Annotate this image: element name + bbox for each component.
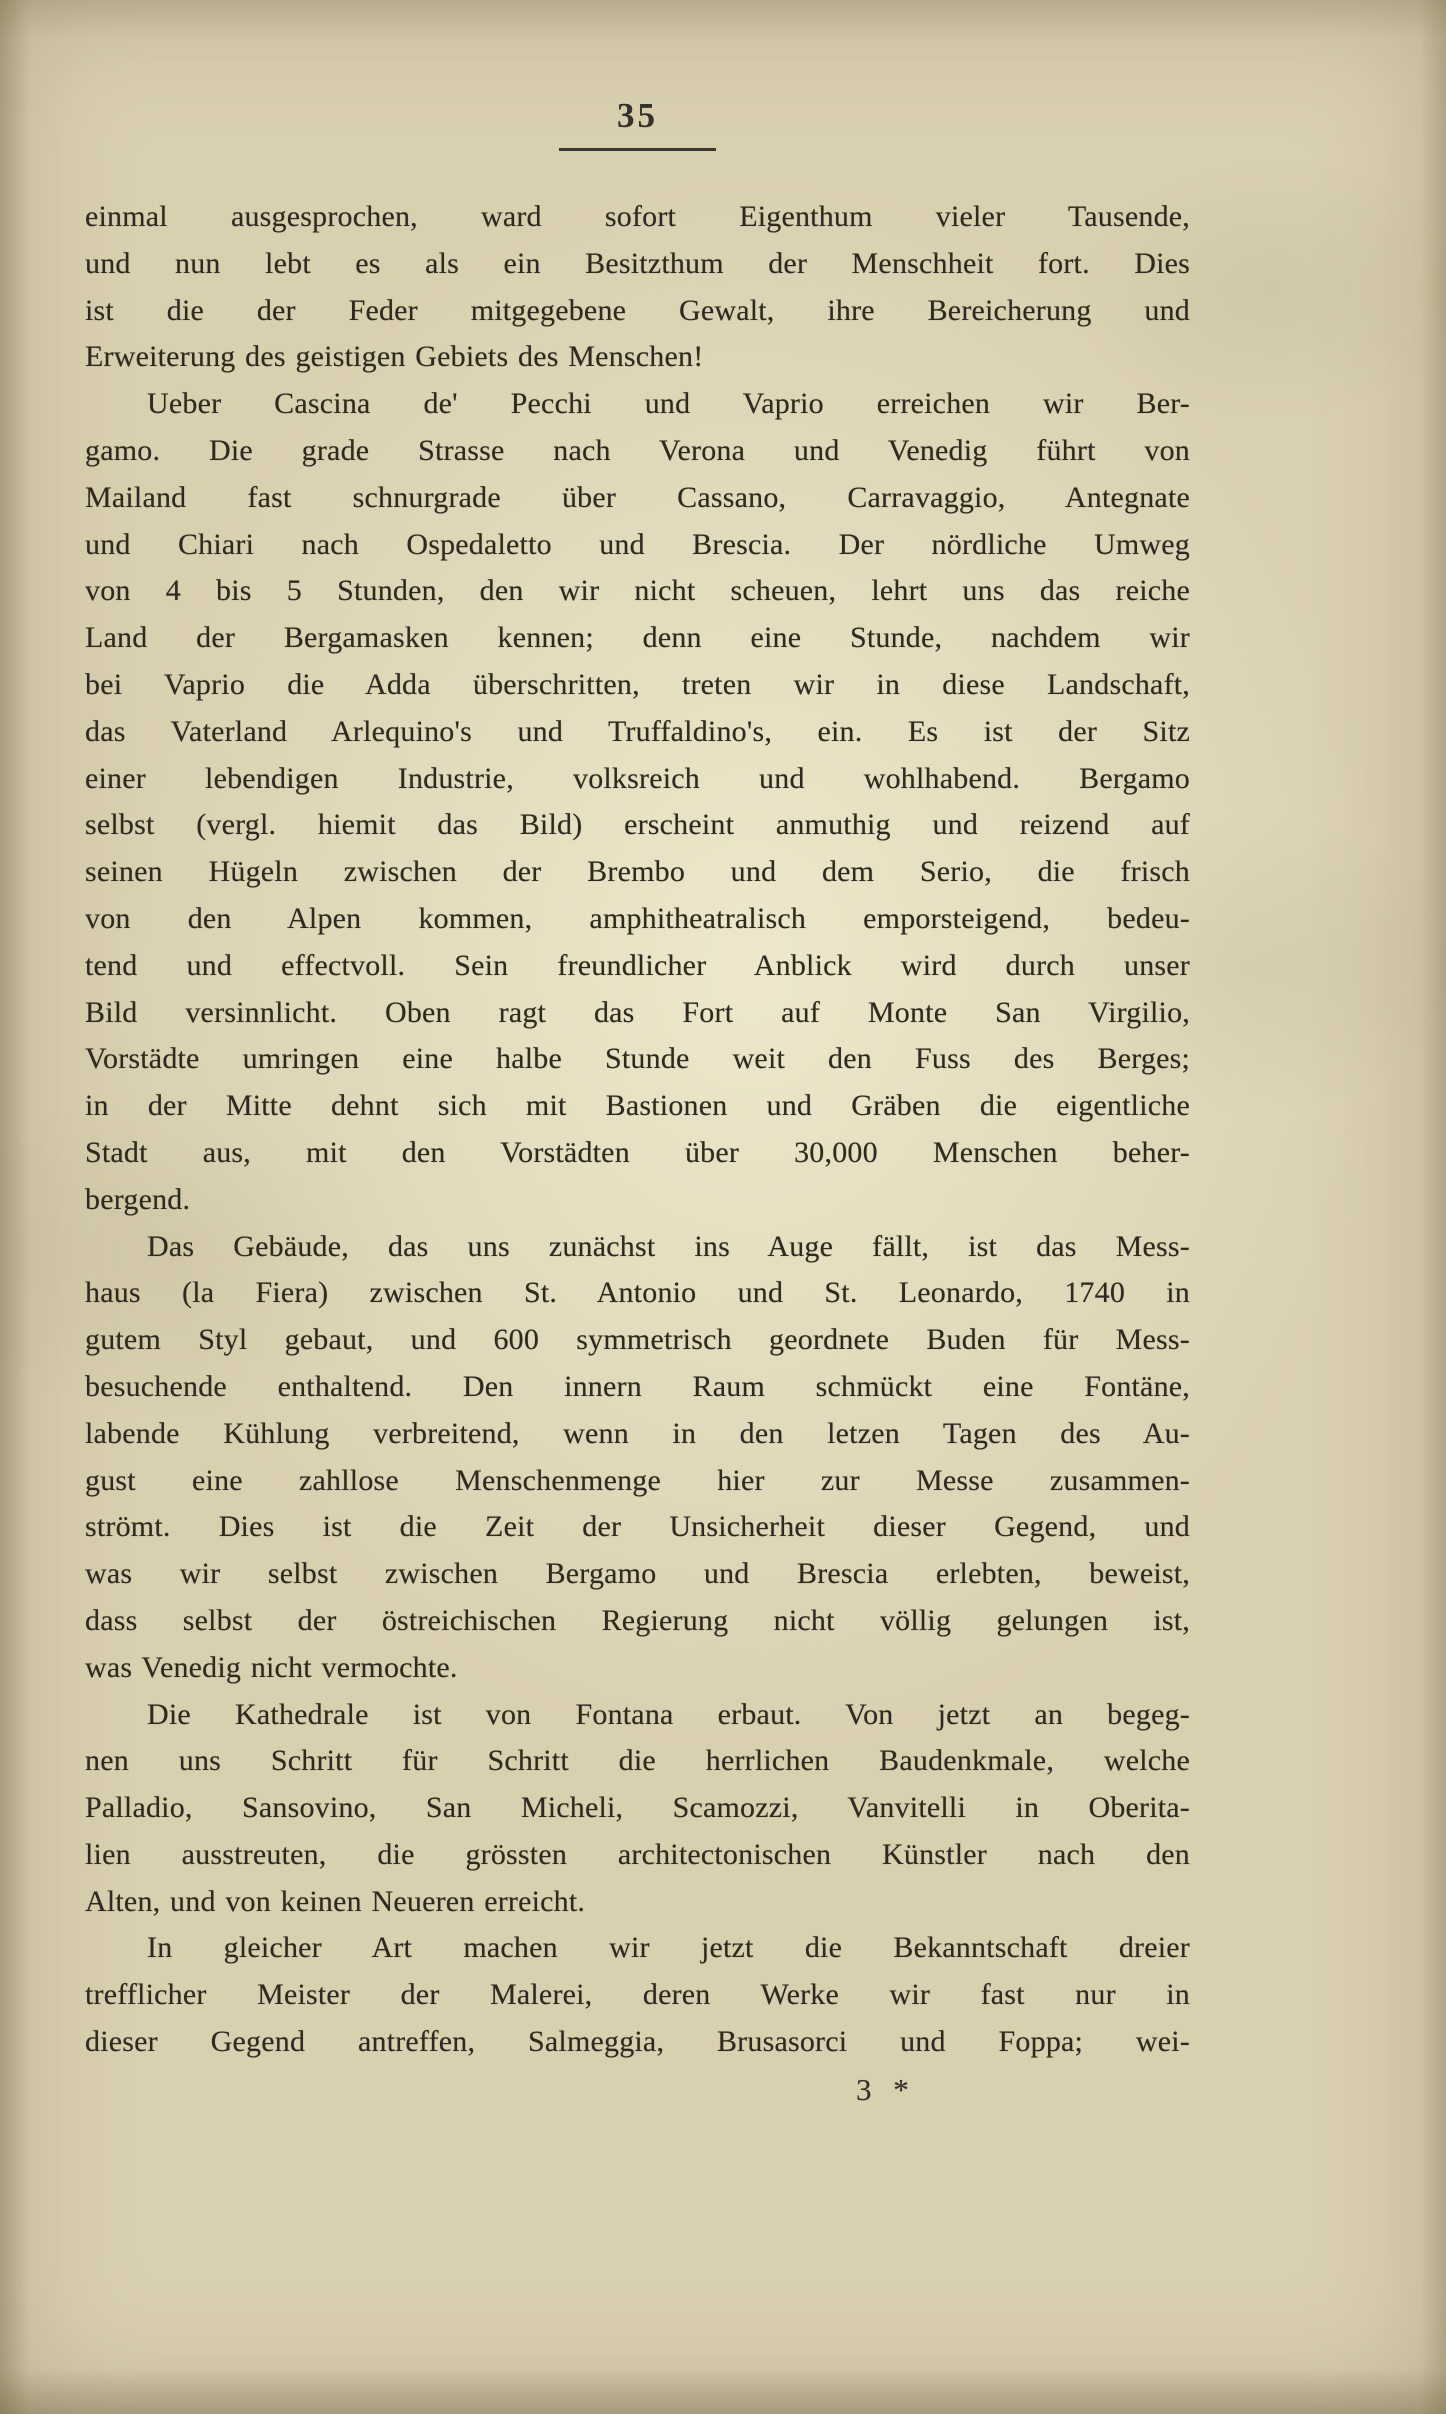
text-line: strömt. Dies ist die Zeit der Unsicherheit dieser Gegend, und (85, 1510, 1190, 1544)
text-line: Erweiterung des geistigen Gebiets des Menschen! (85, 340, 704, 374)
paragraph (85, 1692, 1190, 1926)
text-line: selbst (vergl. hiemit das Bild) erscheint anmuthig und reizend auf (85, 808, 1190, 842)
text-line: In gleicher Art machen wir jetzt die Bekanntschaft dreier (147, 1931, 1190, 1965)
text-line: Die Kathedrale ist von Fontana erbaut. Von jetzt an begeg- (147, 1697, 1190, 1731)
text-line: Das Gebäude, das uns zunächst ins Auge fällt, ist das Mess- (147, 1229, 1190, 1263)
text-line: gamo. Die grade Strasse nach Verona und Venedig führt von (85, 433, 1190, 467)
text-line: in der Mitte dehnt sich mit Bastionen und Gräben die eigentliche (85, 1089, 1190, 1123)
text-line: Ueber Cascina de' Pecchi und Vaprio erreichen wir Ber- (147, 387, 1190, 421)
text-line: was Venedig nicht vermochte. (85, 1650, 458, 1684)
text-line: und Chiari nach Ospedaletto und Brescia. Der nördliche Umweg (85, 527, 1190, 561)
paragraph (85, 1224, 1190, 1692)
text-line: Alten, und von keinen Neueren erreicht. (85, 1884, 586, 1918)
text-line: und nun lebt es als ein Besitzthum der Menschheit fort. Dies (85, 246, 1190, 280)
text-line: bei Vaprio die Adda überschritten, treten wir in diese Landschaft, (85, 667, 1190, 701)
text-line: dieser Gegend antreffen, Salmeggia, Brusasorci und Foppa; wei- (85, 2025, 1190, 2059)
text-line: nen uns Schritt für Schritt die herrlichen Baudenkmale, welche (85, 1744, 1190, 1778)
page-header (85, 96, 1190, 151)
paragraph (85, 381, 1190, 1223)
text-line: tend und effectvoll. Sein freundlicher Anblick wird durch unser (85, 948, 1190, 982)
text-block (85, 194, 1190, 2066)
text-line: haus (la Fiera) zwischen St. Antonio und St. Leonardo, 1740 in (85, 1276, 1190, 1310)
text-line: dass selbst der östreichischen Regierung nicht völlig gelungen ist, (85, 1603, 1190, 1637)
text-line: einmal ausgesprochen, ward sofort Eigenthum vieler Tausende, (85, 200, 1190, 233)
text-line: lien ausstreuten, die grössten architectonischen Künstler nach den (85, 1837, 1190, 1871)
text-line: was wir selbst zwischen Bergamo und Brescia erlebten, beweist, (85, 1557, 1190, 1591)
text-line: von den Alpen kommen, amphitheatralisch emporsteigend, bedeu- (85, 901, 1190, 935)
text-line: Stadt aus, mit den Vorstädten über 30,000 Menschen beher- (85, 1135, 1190, 1169)
text-line: gutem Styl gebaut, und 600 symmetrisch geordnete Buden für Mess- (85, 1323, 1190, 1357)
text-line: Palladio, Sansovino, San Micheli, Scamozzi, Vanvitelli in Oberita- (85, 1791, 1190, 1825)
paragraph (85, 1925, 1190, 2065)
text-line: ist die der Feder mitgegebene Gewalt, ihre Bereicherung und (85, 293, 1190, 327)
text-line: das Vaterland Arlequino's und Truffaldino's, ein. Es ist der Sitz (85, 714, 1190, 748)
text-line: von 4 bis 5 Stunden, den wir nicht scheuen, lehrt uns das reiche (85, 574, 1190, 608)
paragraph (85, 194, 1190, 381)
text-line: Mailand fast schnurgrade über Cassano, Carravaggio, Antegnate (85, 480, 1190, 514)
text-line: labende Kühlung verbreitend, wenn in den letzen Tagen des Au- (85, 1416, 1190, 1450)
text-line: seinen Hügeln zwischen der Brembo und dem Serio, die frisch (85, 855, 1190, 889)
text-line: gust eine zahllose Menschenmenge hier zur Messe zusammen- (85, 1463, 1190, 1497)
text-line: Vorstädte umringen eine halbe Stunde weit den Fuss des Berges; (85, 1042, 1190, 1076)
text-line: Bild versinnlicht. Oben ragt das Fort auf Monte San Virgilio, (85, 995, 1190, 1029)
text-line: trefflicher Meister der Malerei, deren Werke wir fast nur in (85, 1978, 1190, 2012)
text-line: Land der Bergamasken kennen; denn eine Stunde, nachdem wir (85, 621, 1190, 655)
page-number: 35 (559, 96, 716, 151)
text-line: besuchende enthaltend. Den innern Raum schmückt eine Fontäne, (85, 1369, 1190, 1403)
text-line: einer lebendigen Industrie, volksreich und wohlhabend. Bergamo (85, 761, 1190, 795)
text-line: bergend. (85, 1182, 191, 1216)
signature-mark: 3 * (856, 2072, 916, 2107)
